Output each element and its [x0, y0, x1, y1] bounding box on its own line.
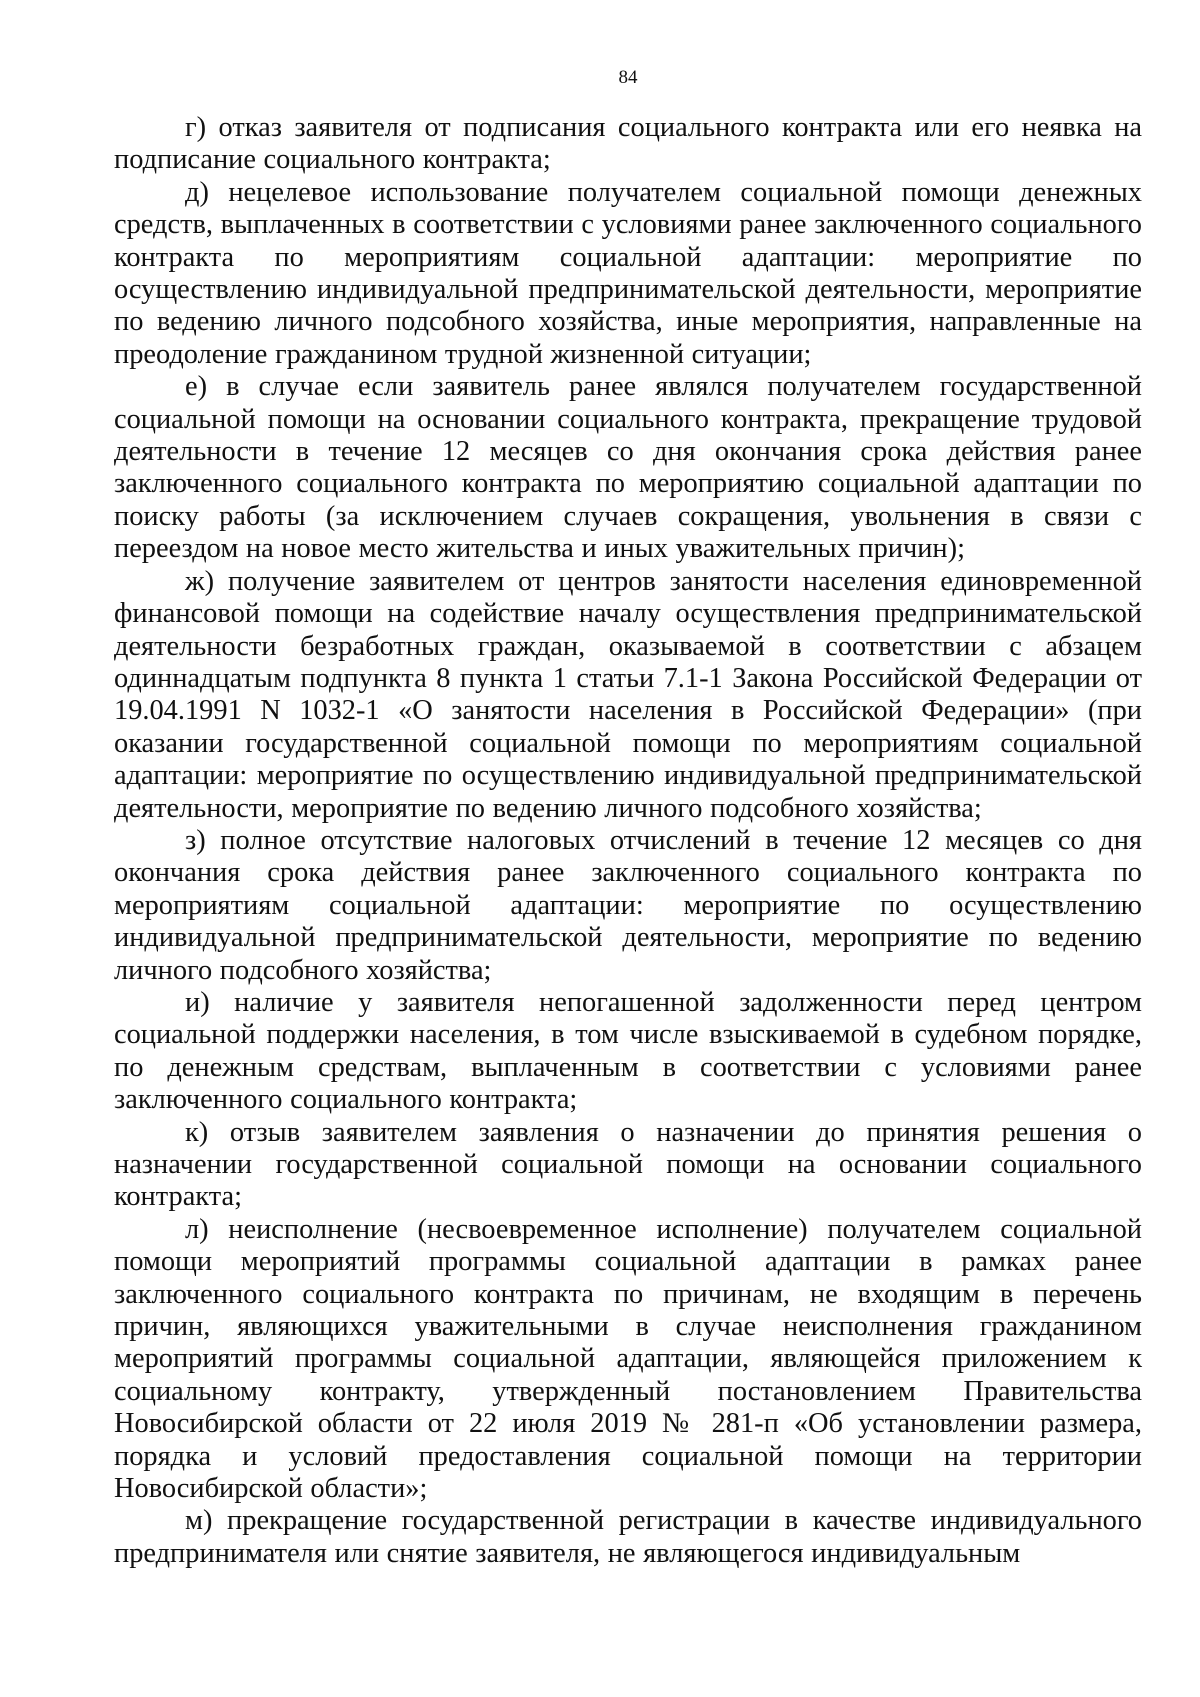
paragraph-m: м) прекращение государственной регистрации в качестве индивидуального предпринимателя или снятие заявителя, не являющегося индивидуальным	[114, 1505, 1142, 1569]
paragraph-zh: ж) получение заявителем от центров занятости населения единовременной финансовой помощи на содействие началу осуществления предпринимательской деятельности безработных граждан, оказываемой в соответствии с абзацем одиннадцатым подпункта 8 пункта 1 статьи 7.1-1 Закона Российской Федерации от 19.04.1991 N 1032-1 «О занятости населения в Российской Федерации» (при оказании государственной социальной помощи по мероприятиям социальной адаптации: мероприятие по осуществлению индивидуальной предпринимательской деятельности, мероприятие по ведению личного подсобного хозяйства;	[114, 565, 1142, 824]
paragraph-i: и) наличие у заявителя непогашенной задолженности перед центром социальной поддержки населения, в том числе взыскиваемой в судебном порядке, по денежным средствам, выплаченным в соответствии с условиями ранее заключенного социального контракта;	[114, 986, 1142, 1116]
paragraph-k: к) отзыв заявителем заявления о назначении до принятия решения о назначении государственной социальной помощи на основании социального контракта;	[114, 1116, 1142, 1213]
paragraph-d: д) нецелевое использование получателем социальной помощи денежных средств, выплаченных в соответствии с условиями ранее заключенного социального контракта по мероприятиям социальной адаптации: мероприятие по осуществлению индивидуальной предпринимательской деятельности, мероприятие по ведению личного подсобного хозяйства, иные мероприятия, направленные на преодоление гражданином трудной жизненной ситуации;	[114, 176, 1142, 370]
paragraph-g: г) отказ заявителя от подписания социального контракта или его неявка на подписание социального контракта;	[114, 112, 1142, 176]
paragraph-e: е) в случае если заявитель ранее являлся получателем государственной социальной помощи на основании социального контракта, прекращение трудовой деятельности в течение 12 месяцев со дня окончания срока действия ранее заключенного социального контракта по мероприятию социальной адаптации по поиску работы (за исключением случаев сокращения, увольнения в связи с переездом на новое место жительства и иных уважительных причин);	[114, 371, 1142, 565]
page-number: 84	[618, 67, 638, 88]
paragraph-l: л) неисполнение (несвоевременное исполнение) получателем социальной помощи мероприятий программы социальной адаптации в рамках ранее заключенного социального контракта по причинам, не входящим в перечень причин, являющихся уважительными в случае неисполнения гражданином мероприятий программы социальной адаптации, являющейся приложением к социальному контракту, утвержденный постановлением Правительства Новосибирской области от 22 июля 2019 № 281-п «Об установлении размера, порядка и условий предоставления социальной помощи на территории Новосибирской области»;	[114, 1213, 1142, 1505]
paragraph-z: з) полное отсутствие налоговых отчислений в течение 12 месяцев со дня окончания срока действия ранее заключенного социального контракта по мероприятиям социальной адаптации: мероприятие по осуществлению индивидуальной предпринимательской деятельности, мероприятие по ведению личного подсобного хозяйства;	[114, 824, 1142, 986]
